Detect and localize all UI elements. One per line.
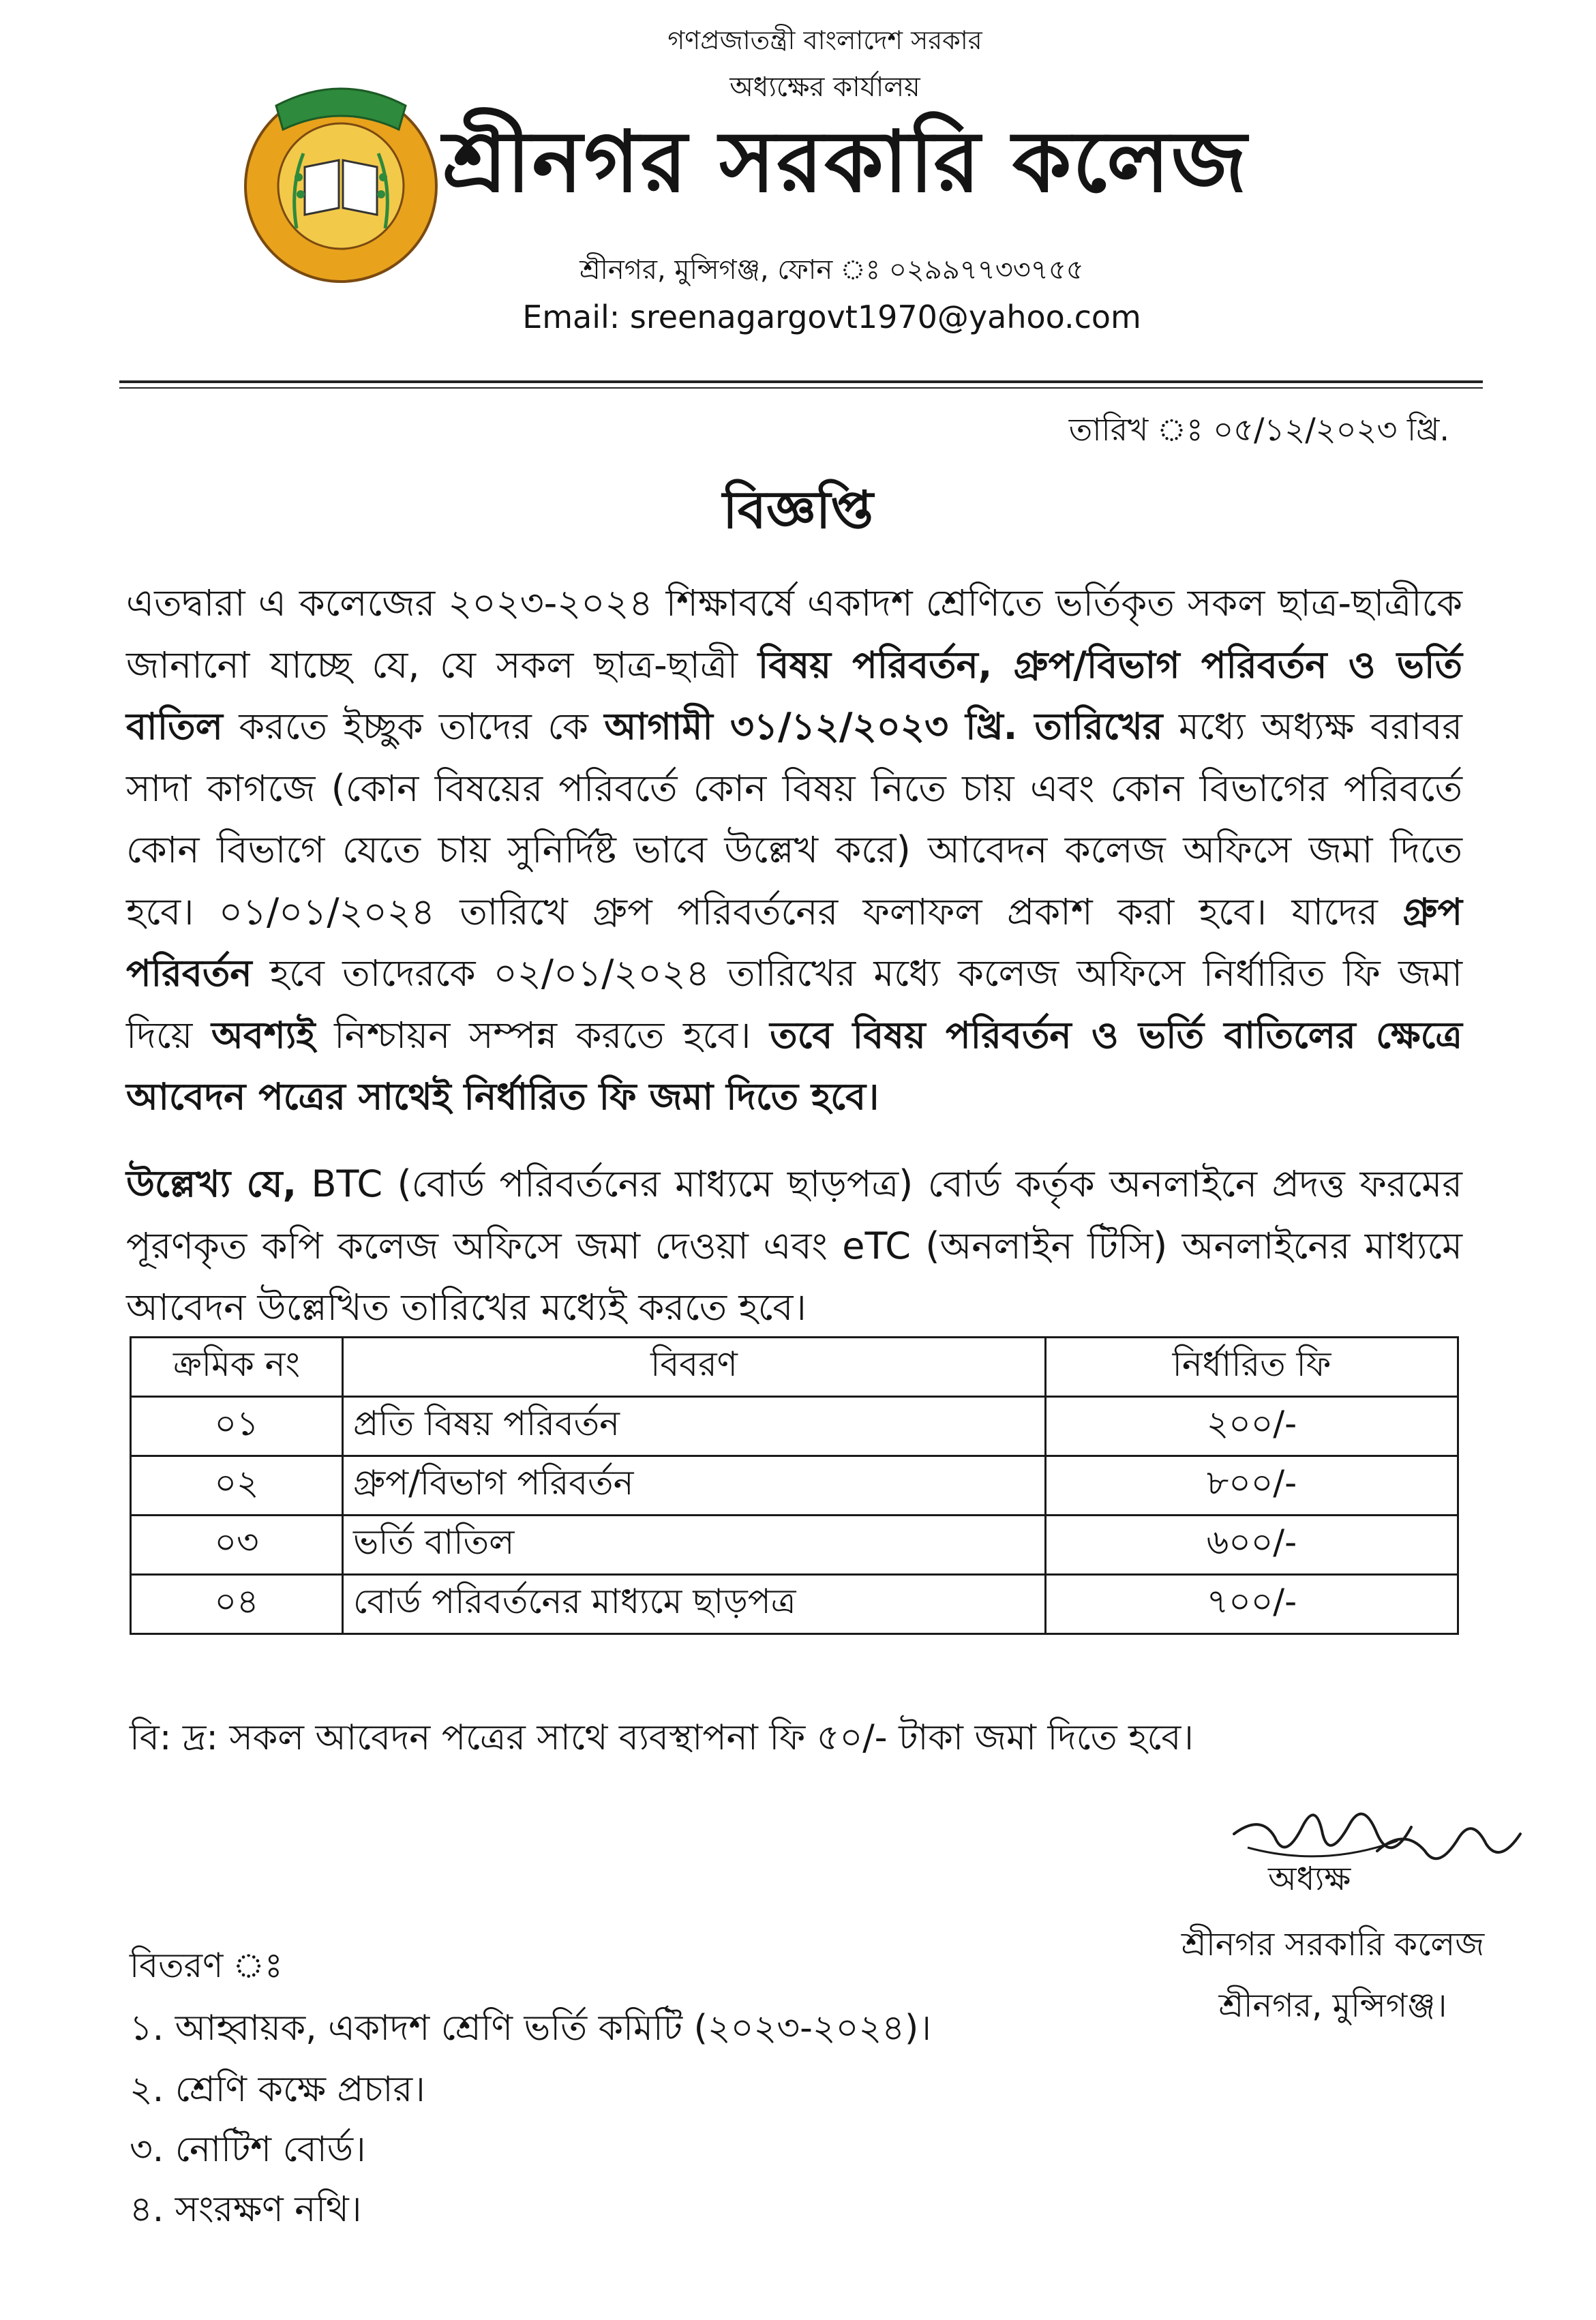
footnote: বি: দ্র: সকল আবেদন পত্রের সাথে ব্যবস্থাপনা ফি ৫০/- টাকা জমা দিতে হবে।	[130, 1717, 1194, 1758]
signatory-title: অধ্যক্ষ	[1268, 1860, 1351, 1898]
table-header-row	[131, 1338, 1458, 1397]
principal-signature	[1220, 1786, 1534, 1909]
government-line: গণপ্রজাতন্ত্রী বাংলাদেশ সরকার	[667, 25, 982, 55]
header-serial: ক্রমিক নং	[131, 1338, 343, 1397]
header-description: বিবরণ	[343, 1338, 1046, 1397]
row-description: গ্রুপ/বিভাগ পরিবর্তন	[343, 1456, 1046, 1516]
row-description: ভর্তি বাতিল	[343, 1516, 1046, 1575]
college-name: শ্রীনগর সরকারি কলেজ	[442, 113, 1248, 211]
notice-title: বিজ্ঞপ্তি	[723, 479, 873, 540]
distribution-item: ২. শ্রেণি কক্ষে প্রচার।	[130, 2069, 425, 2110]
row-serial: ০২	[131, 1456, 343, 1516]
row-description: বোর্ড পরিবর্তনের মাধ্যমে ছাড়পত্র	[343, 1575, 1046, 1634]
college-logo	[228, 65, 453, 290]
header-fee: নির্ধারিত ফি	[1046, 1338, 1458, 1397]
header-divider	[119, 380, 1483, 383]
row-fee: ৭০০/-	[1046, 1575, 1458, 1634]
notice-paragraph-1: এতদ্বারা এ কলেজের ২০২৩-২০২৪ শিক্ষাবর্ষে একাদশ শ্রেণিতে ভর্তিকৃত সকল ছাত্র-ছাত্রীকে জানানো যাচ্ছে যে, যে সকল ছাত্র-ছাত্রী বিষয় পরিবর্তন, গ্রুপ/বিভাগ পরিবর্তন ও ভর্তি বাতিল করতে ইচ্ছুক তাদের কে আগামী ৩১/১২/২০২৩ খ্রি. তারিখের মধ্যে অধ্যক্ষ বরাবর সাদা কাগজে (কোন বিষয়ের পরিবর্তে কোন বিষয় নিতে চায় এবং কোন বিভাগের পরিবর্তে কোন বিভাগে যেতে চায় সুনির্দিষ্ট ভাবে উল্লেখ করে) আবেদন কলেজ অফিসে জমা দিতে হবে। ০১/০১/২০২৪ তারিখে গ্রুপ পরিবর্তনের ফলাফল প্রকাশ করা হবে। যাদের গ্রুপ পরিবর্তন হবে তাদেরকে ০২/০১/২০২৪ তারিখের মধ্যে কলেজ অফিসে নির্ধারিত ফি জমা দিয়ে অবশ্যই নিশ্চায়ন সম্পন্ন করতে হবে। তবে বিষয় পরিবর্তন ও ভর্তি বাতিলের ক্ষেত্রে আবেদন পত্রের সাথেই নির্ধারিত ফি জমা দিতে হবে।	[126, 582, 1462, 1118]
signatory-college: শ্রীনগর সরকারি কলেজ	[1181, 1925, 1485, 1963]
row-fee: ৮০০/-	[1046, 1456, 1458, 1516]
table-row	[131, 1575, 1458, 1634]
table-row	[131, 1397, 1458, 1456]
email-line: Email: sreenagargovt1970@yahoo.com	[522, 299, 1141, 335]
notice-paragraph-2: উল্লেখ্য যে, BTC (বোর্ড পরিবর্তনের মাধ্যমে ছাড়পত্র) বোর্ড কর্তৃক অনলাইনে প্রদত্ত ফরমের পূরণকৃত কপি কলেজ অফিসে জমা দেওয়া এবং eTC (অনলাইন টিসি) অনলাইনের মাধ্যমে আবেদন উল্লেখিত তারিখের মধ্যেই করতে হবে।	[126, 1162, 1462, 1329]
signatory-place: শ্রীনগর, মুন্সিগঞ্জ।	[1218, 1987, 1447, 2025]
distribution-item: ১. আহ্বায়ক, একাদশ শ্রেণি ভর্তি কমিটি (২০২৩-২০২৪)।	[130, 2008, 931, 2049]
distribution-item: ৩. নোটিশ বোর্ড।	[130, 2129, 366, 2170]
row-fee: ২০০/-	[1046, 1397, 1458, 1456]
address-line: শ্রীনগর, মুন্সিগঞ্জ, ফোন ঃ ০২৯৯৭৭৩৩৭৫৫	[579, 254, 1084, 286]
table-row	[131, 1456, 1458, 1516]
fee-table	[130, 1336, 1459, 1635]
office-line: অধ্যক্ষের কার্যালয়	[729, 72, 920, 103]
table-row	[131, 1516, 1458, 1575]
row-description: প্রতি বিষয় পরিবর্তন	[343, 1397, 1046, 1456]
row-serial: ০১	[131, 1397, 343, 1456]
notice-date: তারিখ ঃ ০৫/১২/২০২৩ খ্রি.	[1068, 411, 1449, 448]
row-serial: ০৪	[131, 1575, 343, 1634]
row-serial: ০৩	[131, 1516, 343, 1575]
distribution-title: বিতরণ ঃ	[130, 1946, 283, 1985]
distribution-item: ৪. সংরক্ষণ নথি।	[130, 2189, 362, 2230]
header-divider-thin	[119, 387, 1483, 389]
row-fee: ৬০০/-	[1046, 1516, 1458, 1575]
